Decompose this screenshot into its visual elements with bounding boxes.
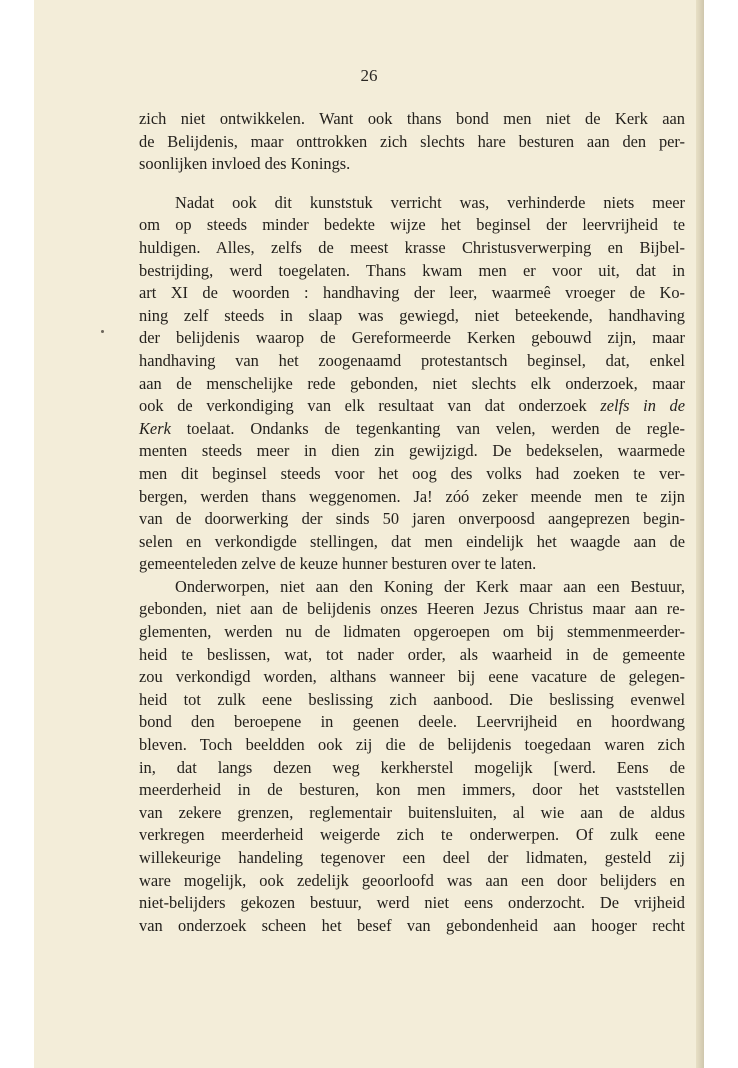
text-line: om op steeds minder bedekte wijze het beginsel der leervrijheid te <box>139 215 685 235</box>
text-line: gebonden, niet aan de belijdenis onzes Heeren Jezus Christus maar aan re- <box>139 599 685 619</box>
italic-word: Kerk <box>139 418 171 438</box>
text-line: ook de verkondiging van elk resultaat van dat onderzoek zelfs in de <box>139 396 685 416</box>
text-line: van de doorwerking der sinds 50 jaren onverpoosd aangeprezen begin- <box>139 509 685 529</box>
text-line: zich niet ontwikkelen. Want ook thans bond men niet de Kerk aan <box>139 109 685 128</box>
text-line: in, dat langs dezen weg kerkherstel mogelijk [werd. Eens de <box>139 757 685 777</box>
text-line: heid tot zulk eene beslissing zich aanbood. Die beslissing evenwel <box>139 689 685 709</box>
text-line: bestrijding, werd toegelaten. Thans kwam men er voor uit, dat in <box>139 260 685 280</box>
text-line: meerderheid in de besturen, kon men immers, door het vaststellen <box>139 780 685 800</box>
text-line: zou verkondigd worden, althans wanneer bij eene vacature de gelegen- <box>139 667 685 687</box>
text-line: bond den beroepene in geenen deele. Leervrijheid en hoordwang <box>139 712 685 732</box>
text-line: ware mogelijk, ook zedelijk geoorloofd was aan een door belijders en <box>139 870 685 890</box>
text-line: Onderworpen, niet aan den Koning der Kerk maar aan een Bestuur, <box>175 576 685 596</box>
body-text <box>139 108 685 937</box>
text-line: willekeurige handeling tegenover een deel der lidmaten, gesteld zij <box>139 848 685 867</box>
text-line: niet-belijders gekozen bestuur, werd niet eens onderzocht. De vrijheid <box>139 893 685 913</box>
paragraph-1 <box>139 108 685 176</box>
text-line: menten steeds meer in dien zin gewijzigd. De bedekselen, waarmede <box>139 441 685 461</box>
text-line: Nadat ook dit kunststuk verricht was, verhinderde niets meer <box>175 192 685 212</box>
text-line: de Belijdenis, maar onttrokken zich slechts hare besturen aan den per- <box>139 131 685 151</box>
italic-phrase: zelfs in de <box>600 396 685 416</box>
text-line: selen en verkondigde stellingen, dat men eindelijk het waagde aan de <box>139 531 685 551</box>
text-line: van onderzoek scheen het besef van gebondenheid aan hooger recht <box>139 915 685 935</box>
text-line: bleven. Toch beeldden ook zij die de belijdenis toegedaan waren zich <box>139 735 685 755</box>
text-line: ning zelf steeds in slaap was gewiegd, niet beteekende, handhaving <box>139 305 685 325</box>
text-line: huldigen. Alles, zelfs de meest krasse Christusverwerping en Bijbel- <box>139 237 685 257</box>
text-line: aan de menschelijke rede gebonden, niet slechts elk onderzoek, maar <box>139 373 685 393</box>
paragraph-2 <box>139 192 685 576</box>
text-line: gemeenteleden zelve de keuze hunner besturen over te laten. <box>139 554 537 574</box>
page-number: 26 <box>360 66 378 85</box>
text-line: der belijdenis waarop de Gereformeerde Kerken gebouwd zijn, maar <box>139 328 685 348</box>
text-line: men dit beginsel steeds voor het oog des volks had zoeken te ver- <box>139 463 685 483</box>
text-line: handhaving van het zoogenaamd protestantsch beginsel, dat, enkel <box>139 350 685 370</box>
text-line: heid te beslissen, wat, tot nader order, als waarheid in de gemeente <box>139 644 685 664</box>
paragraph-3 <box>139 576 685 938</box>
text-line: verkregen meerderheid weigerde zich te onderwerpen. Of zulk eene <box>139 825 685 845</box>
text-line: Kerk toelaat. Ondanks de tegenkanting van velen, werden de regle- <box>139 418 685 438</box>
margin-speck <box>101 330 104 333</box>
text-line: bergen, werden thans weggenomen. Ja! zóó zeker meende men te zijn <box>139 486 685 506</box>
text-line: soonlijken invloed des Konings. <box>139 154 351 174</box>
text-line: art XI de woorden : handhaving der leer, waarmeê vroeger de Ko- <box>139 283 685 303</box>
page-edge-shadow <box>696 0 704 1068</box>
text-line: van zekere grenzen, reglementair buitensluiten, al wie aan de aldus <box>139 802 685 822</box>
text-line: glementen, werden nu de lidmaten opgeroepen om bij stemmenmeerder- <box>139 622 685 642</box>
